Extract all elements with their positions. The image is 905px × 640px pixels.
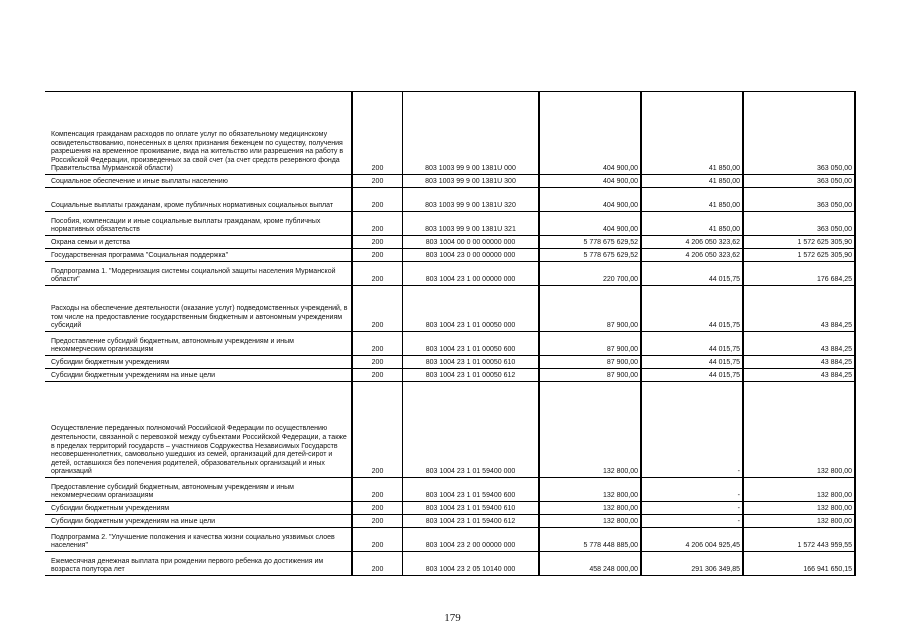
budget-execution-table (45, 91, 856, 576)
row-kbk: 803 1004 23 1 01 59400 600 (403, 478, 540, 502)
row-name: Пособия, компенсации и иные социальные выплаты гражданам, кроме публичных нормативных обязательств (45, 212, 352, 236)
row-plan: 404 900,00 (539, 212, 641, 236)
row-kbk: 803 1004 23 1 01 00050 610 (403, 356, 540, 369)
table-row (45, 369, 855, 382)
row-kbk: 803 1004 23 0 00 00000 000 (403, 249, 540, 262)
row-code: 200 (352, 478, 403, 502)
row-name: Субсидии бюджетным учреждениям на иные цели (45, 369, 352, 382)
table-row (45, 515, 855, 528)
row-kbk: 803 1004 00 0 00 00000 000 (403, 236, 540, 249)
row-plan: 132 800,00 (539, 382, 641, 478)
row-plan: 404 900,00 (539, 92, 641, 175)
row-fact: - (641, 515, 743, 528)
row-name: Субсидии бюджетным учреждениям (45, 502, 352, 515)
row-fact: 4 206 050 323,62 (641, 236, 743, 249)
row-code: 200 (352, 249, 403, 262)
row-fact: 4 206 050 323,62 (641, 249, 743, 262)
row-kbk: 803 1004 23 1 01 00050 600 (403, 332, 540, 356)
table-row (45, 502, 855, 515)
row-rest: 166 941 650,15 (743, 552, 855, 576)
row-plan: 220 700,00 (539, 262, 641, 286)
row-name: Субсидии бюджетным учреждениям (45, 356, 352, 369)
row-plan: 5 778 448 885,00 (539, 528, 641, 552)
table-row (45, 249, 855, 262)
row-name: Подпрограмма 1. "Модернизация системы социальной защиты населения Мурманской области" (45, 262, 352, 286)
row-kbk: 803 1004 23 1 01 59400 612 (403, 515, 540, 528)
row-fact: - (641, 382, 743, 478)
table-row (45, 478, 855, 502)
row-kbk: 803 1004 23 1 01 59400 610 (403, 502, 540, 515)
row-name: Предоставление субсидий бюджетным, автономным учреждениям и иным некоммерческим организациям (45, 332, 352, 356)
table-row (45, 356, 855, 369)
row-code: 200 (352, 212, 403, 236)
row-plan: 5 778 675 629,52 (539, 236, 641, 249)
row-code: 200 (352, 262, 403, 286)
table-row (45, 212, 855, 236)
row-rest: 132 800,00 (743, 502, 855, 515)
row-rest: 132 800,00 (743, 515, 855, 528)
row-rest: 1 572 443 959,55 (743, 528, 855, 552)
row-name: Компенсация гражданам расходов по оплате услуг по обязательному медицинскому освидетельствованию, понесенных в целях признания беженцем по существу, получения разрешения на временное проживание, вида на жительство или разрешения на работу в Российской Федерации, произведенных за свой счет (за счет средств резервного фонда Правительства Мурманской области) (45, 92, 352, 175)
row-code: 200 (352, 332, 403, 356)
row-plan: 87 900,00 (539, 369, 641, 382)
row-name: Осуществление переданных полномочий Российской Федерации по осуществлению деятельности, связанной с перевозкой между субъектами Российской Федерации, а также в пределах территорий государств – участников Содружества Независимых Государств несовершеннолетних, самовольно ушедших из семей, организаций для детей-сирот и детей, оставшихся без попечения родителей, образовательных организаций и иных организаций (45, 382, 352, 478)
row-plan: 404 900,00 (539, 188, 641, 212)
table-row (45, 188, 855, 212)
row-name: Социальное обеспечение и иные выплаты населению (45, 175, 352, 188)
row-rest: 1 572 625 305,90 (743, 236, 855, 249)
table-row (45, 92, 855, 175)
row-rest: 363 050,00 (743, 92, 855, 175)
row-fact: 44 015,75 (641, 262, 743, 286)
row-rest: 363 050,00 (743, 188, 855, 212)
row-code: 200 (352, 502, 403, 515)
table-row (45, 332, 855, 356)
row-name: Ежемесячная денежная выплата при рождении первого ребенка до достижения им возраста полутора лет (45, 552, 352, 576)
row-rest: 43 884,25 (743, 369, 855, 382)
row-rest: 1 572 625 305,90 (743, 249, 855, 262)
row-code: 200 (352, 356, 403, 369)
table-row (45, 175, 855, 188)
row-fact: - (641, 502, 743, 515)
row-kbk: 803 1003 99 9 00 1381U 321 (403, 212, 540, 236)
row-plan: 87 900,00 (539, 356, 641, 369)
row-kbk: 803 1004 23 2 05 10140 000 (403, 552, 540, 576)
row-fact: 291 306 349,85 (641, 552, 743, 576)
table-row (45, 286, 855, 332)
row-rest: 43 884,25 (743, 356, 855, 369)
row-fact: 41 850,00 (641, 92, 743, 175)
row-rest: 363 050,00 (743, 212, 855, 236)
row-name: Охрана семьи и детства (45, 236, 352, 249)
row-rest: 43 884,25 (743, 332, 855, 356)
row-kbk: 803 1004 23 1 01 59400 000 (403, 382, 540, 478)
row-plan: 132 800,00 (539, 515, 641, 528)
row-fact: - (641, 478, 743, 502)
row-name: Подпрограмма 2. "Улучшение положения и качества жизни социально уязвимых слоев населения" (45, 528, 352, 552)
row-name: Социальные выплаты гражданам, кроме публичных нормативных социальных выплат (45, 188, 352, 212)
row-rest: 132 800,00 (743, 478, 855, 502)
table-row (45, 528, 855, 552)
row-kbk: 803 1003 99 9 00 1381U 000 (403, 92, 540, 175)
row-plan: 404 900,00 (539, 175, 641, 188)
row-fact: 44 015,75 (641, 356, 743, 369)
row-name: Государственная программа "Социальная поддержка" (45, 249, 352, 262)
row-code: 200 (352, 188, 403, 212)
row-plan: 87 900,00 (539, 332, 641, 356)
row-code: 200 (352, 528, 403, 552)
row-name: Расходы на обеспечение деятельности (оказание услуг) подведомственных учреждений, в том числе на предоставление государственным бюджетным и автономным учреждениям субсидий (45, 286, 352, 332)
row-code: 200 (352, 286, 403, 332)
row-rest: 132 800,00 (743, 382, 855, 478)
row-plan: 458 248 000,00 (539, 552, 641, 576)
row-fact: 44 015,75 (641, 286, 743, 332)
row-code: 200 (352, 515, 403, 528)
row-rest: 363 050,00 (743, 175, 855, 188)
row-fact: 41 850,00 (641, 175, 743, 188)
row-fact: 41 850,00 (641, 188, 743, 212)
table-row (45, 382, 855, 478)
row-fact: 4 206 004 925,45 (641, 528, 743, 552)
row-kbk: 803 1004 23 2 00 00000 000 (403, 528, 540, 552)
row-plan: 132 800,00 (539, 478, 641, 502)
row-rest: 176 684,25 (743, 262, 855, 286)
row-code: 200 (352, 92, 403, 175)
row-kbk: 803 1004 23 1 01 00050 612 (403, 369, 540, 382)
row-code: 200 (352, 369, 403, 382)
row-plan: 87 900,00 (539, 286, 641, 332)
page-number: 179 (444, 612, 461, 624)
row-kbk: 803 1004 23 1 01 00050 000 (403, 286, 540, 332)
row-code: 200 (352, 552, 403, 576)
row-name: Предоставление субсидий бюджетным, автономным учреждениям и иным некоммерческим организациям (45, 478, 352, 502)
row-fact: 44 015,75 (641, 369, 743, 382)
row-code: 200 (352, 175, 403, 188)
table-row (45, 262, 855, 286)
row-code: 200 (352, 382, 403, 478)
table-row (45, 552, 855, 576)
row-kbk: 803 1004 23 1 00 00000 000 (403, 262, 540, 286)
row-kbk: 803 1003 99 9 00 1381U 320 (403, 188, 540, 212)
row-name: Субсидии бюджетным учреждениям на иные цели (45, 515, 352, 528)
row-code: 200 (352, 236, 403, 249)
row-rest: 43 884,25 (743, 286, 855, 332)
row-plan: 5 778 675 629,52 (539, 249, 641, 262)
row-plan: 132 800,00 (539, 502, 641, 515)
table-row (45, 236, 855, 249)
row-fact: 41 850,00 (641, 212, 743, 236)
row-kbk: 803 1003 99 9 00 1381U 300 (403, 175, 540, 188)
row-fact: 44 015,75 (641, 332, 743, 356)
